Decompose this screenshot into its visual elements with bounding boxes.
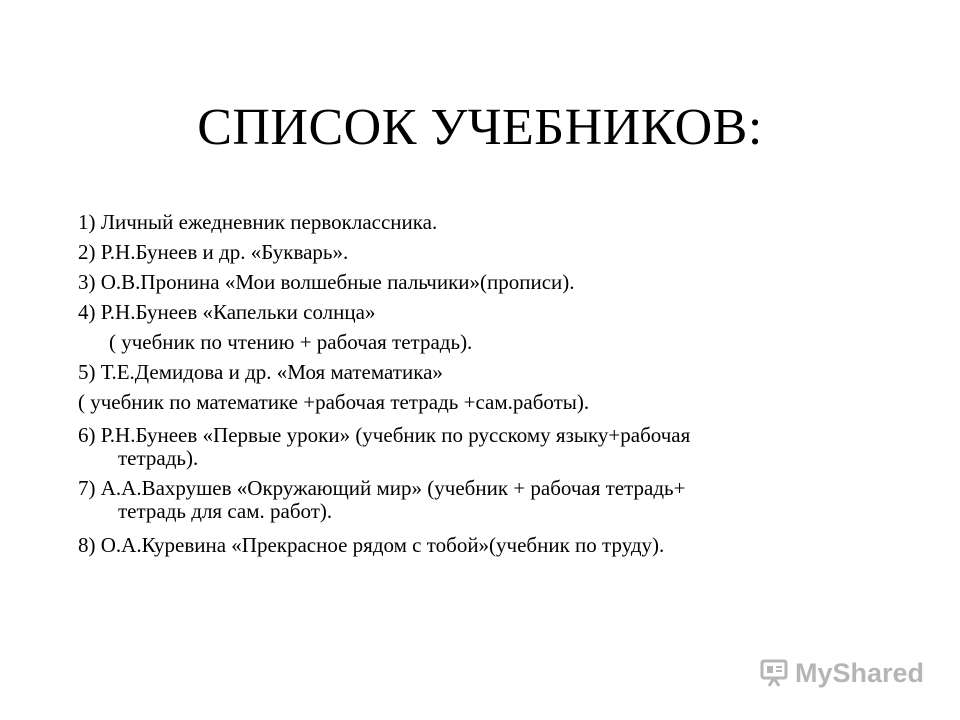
list-item-6-continued: тетрадь). xyxy=(118,446,199,470)
presentation-board-icon xyxy=(759,658,789,688)
list-item-3: 3) О.В.Пронина «Мои волшебные пальчики»(прописи). xyxy=(78,270,575,294)
list-item-6: 6) Р.Н.Бунеев «Первые уроки» (учебник по русскому языку+рабочая xyxy=(78,423,691,447)
list-item-4: 4) Р.Н.Бунеев «Капельки солнца» xyxy=(78,300,376,324)
list-item-4-note: ( учебник по чтению + рабочая тетрадь). xyxy=(109,330,473,354)
textbook-list xyxy=(78,207,918,560)
list-item-7-continued: тетрадь для сам. работ). xyxy=(118,499,333,523)
list-item-5: 5) Т.Е.Демидова и др. «Моя математика» xyxy=(78,360,443,384)
slide-title: СПИСОК УЧЕБНИКОВ: xyxy=(197,99,763,156)
list-item-7: 7) А.А.Вахрушев «Окружающий мир» (учебник + рабочая тетрадь+ xyxy=(78,476,686,500)
list-item-1: 1) Личный ежедневник первоклассника. xyxy=(78,210,438,234)
list-item-2: 2) Р.Н.Бунеев и др. «Букварь». xyxy=(78,240,349,264)
list-item-8: 8) О.А.Куревина «Прекрасное рядом с тобой»(учебник по труду). xyxy=(78,533,665,557)
myshared-watermark xyxy=(759,656,924,690)
list-item-5-note: ( учебник по математике +рабочая тетрадь +сам.работы). xyxy=(78,390,590,414)
watermark-text: MyShared xyxy=(794,657,924,688)
